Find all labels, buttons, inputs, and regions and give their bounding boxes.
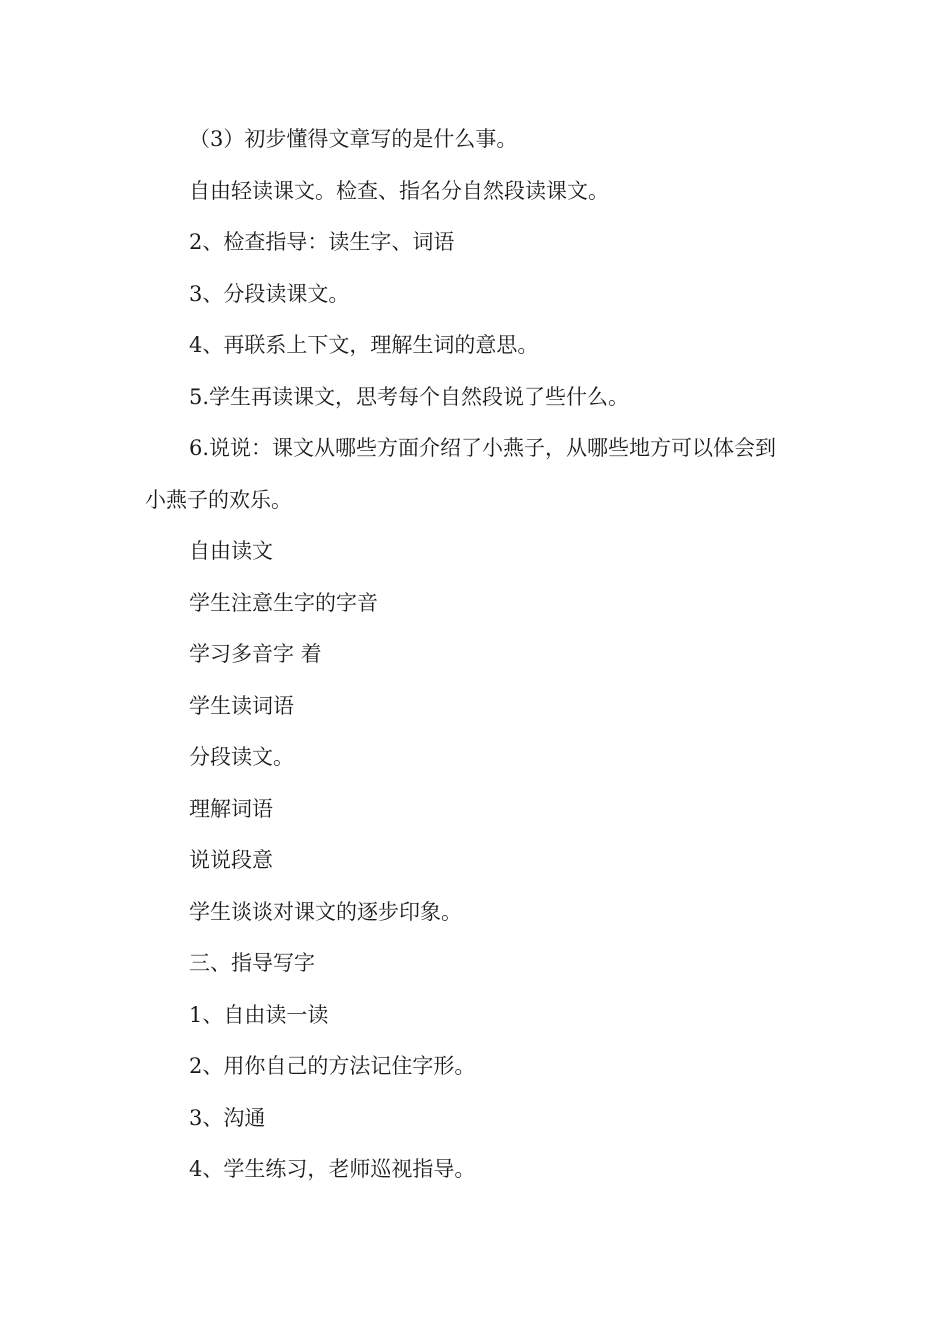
paragraph: 3、分段读课文。 — [189, 281, 350, 306]
document-body — [145, 114, 795, 1196]
paragraph: 分段读文。 — [189, 745, 294, 769]
paragraph: 学生读词语 — [189, 693, 294, 718]
paragraph: 4、再联系上下文，理解生词的意思。 — [189, 333, 539, 357]
paragraph: 学生注意生字的字音 — [189, 590, 378, 615]
paragraph: 1、自由读一读 — [189, 1002, 329, 1027]
paragraph: 2、用你自己的方法记住字形。 — [189, 1054, 476, 1078]
paragraph: 3、沟通 — [189, 1105, 266, 1130]
paragraph: 自由读文 — [189, 539, 273, 563]
paragraph: 说说段意 — [189, 848, 273, 872]
paragraph: 6.说说：课文从哪些方面介绍了小燕子，从哪些地方可以体会到小燕子的欢乐。 — [145, 436, 777, 512]
paragraph: 4、学生练习，老师巡视指导。 — [189, 1157, 476, 1181]
paragraph: 三、指导写字 — [189, 951, 315, 975]
paragraph: 理解词语 — [189, 796, 273, 821]
paragraph: 学习多音字 着 — [189, 642, 322, 666]
paragraph: 2、检查指导：读生字、词语 — [189, 230, 455, 254]
paragraph: （3）初步懂得文章写的是什么事。 — [189, 127, 518, 151]
paragraph: 5.学生再读课文，思考每个自然段说了些什么。 — [189, 384, 630, 409]
paragraph: 学生谈谈对课文的逐步印象。 — [189, 899, 462, 924]
paragraph: 自由轻读课文。检查、指名分自然段读课文。 — [189, 178, 609, 203]
